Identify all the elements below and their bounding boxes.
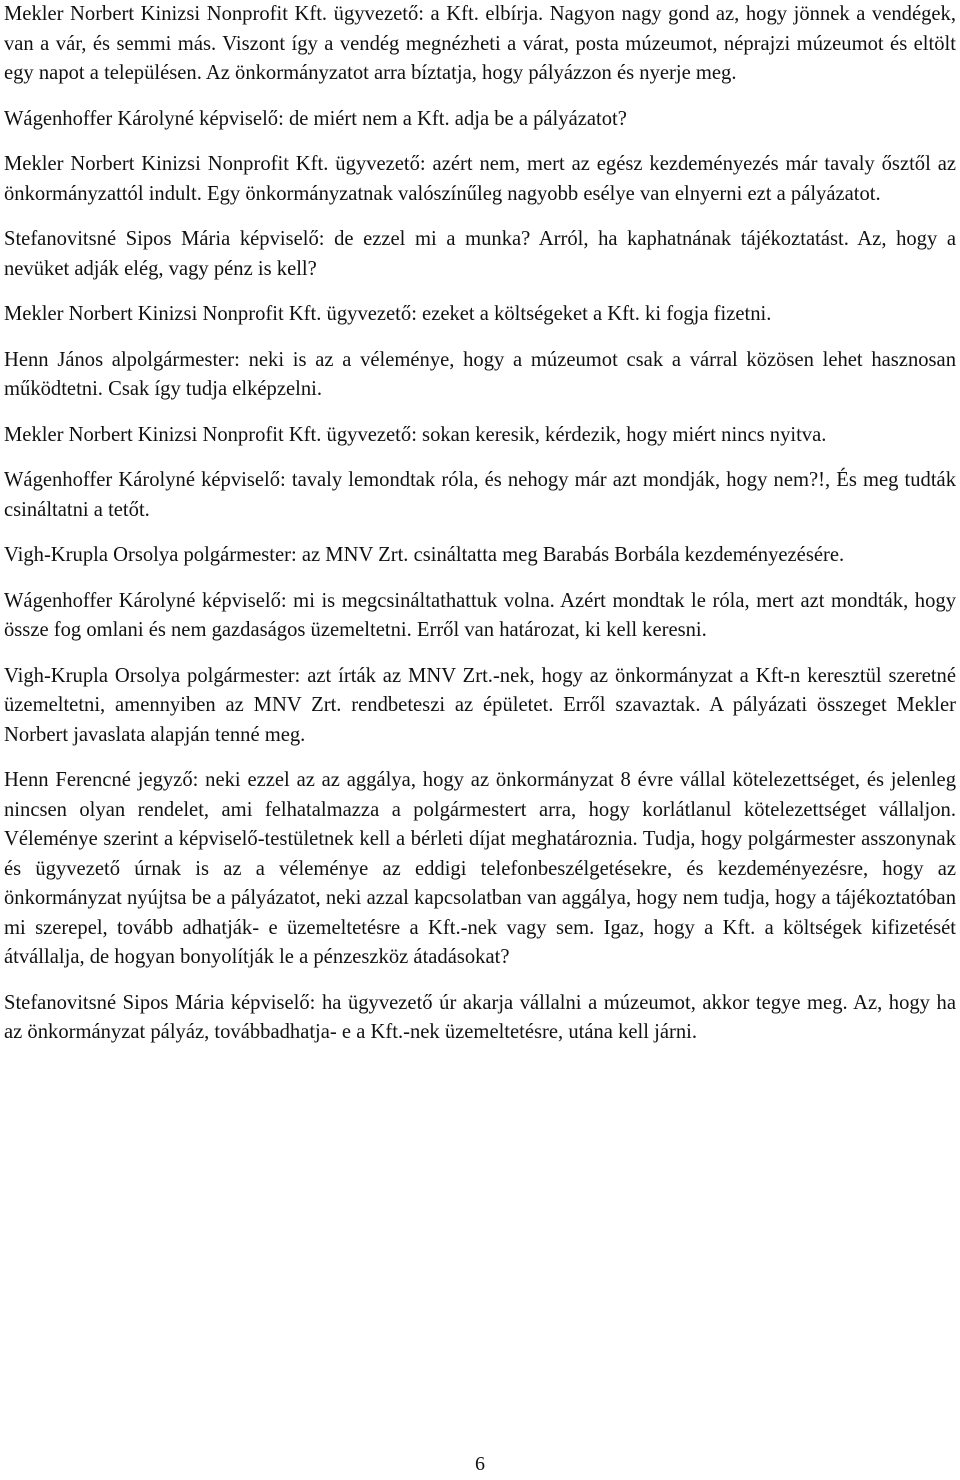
page-number: 6 xyxy=(475,1453,485,1475)
paragraph-4: Stefanovitsné Sipos Mária képviselő: de ezzel mi a munka? Arról, ha kaphatnának tájékoztatást. Az, hogy a nevüket adják elég, vagy pénz is kell? xyxy=(4,228,956,280)
paragraph-8: Wágenhoffer Károlyné képviselő: tavaly lemondtak róla, és nehogy már azt mondják, hogy nem?!, És meg tudták csináltatni a tetőt. xyxy=(4,469,956,521)
paragraph-7: Mekler Norbert Kinizsi Nonprofit Kft. ügyvezető: sokan keresik, kérdezik, hogy miért nincs nyitva. xyxy=(4,423,827,446)
paragraph-5: Mekler Norbert Kinizsi Nonprofit Kft. ügyvezető: ezeket a költségeket a Kft. ki fogja fizetni. xyxy=(4,303,772,325)
paragraph-10: Wágenhoffer Károlyné képviselő: mi is megcsináltathattuk volna. Azért mondtak le róla, mert azt mondták, hogy össze fog omlani és nem gazdaságos üzemeltetni. Erről van határozat, ki kell keresni. xyxy=(4,589,956,641)
paragraph-6: Henn János alpolgármester: neki is az a véleménye, hogy a múzeumot csak a várral közösen lehet hasznosan működtetni. Csak így tudja elképzelni. xyxy=(4,348,956,400)
document-page xyxy=(4,0,956,1064)
paragraph-3: Mekler Norbert Kinizsi Nonprofit Kft. ügyvezető: azért nem, mert az egész kezdeményezés már tavaly ősztől az önkormányzattól indult. Egy önkormányzatnak valószínűleg nagyobb esélye van elnyerni ezt a pályázatot. xyxy=(4,153,956,205)
paragraph-11: Vigh-Krupla Orsolya polgármester: azt írták az MNV Zrt.-nek, hogy az önkormányzat a Kft-n keresztül szeretné üzemeltetni, amennyiben az MNV Zrt. rendbeteszi az épületet. Erről szavaztak. A pályázati összeget Mekler Norbert javaslata alapján tenné meg. xyxy=(4,664,956,746)
paragraph-12: Henn Ferencné jegyző: neki ezzel az az aggálya, hogy az önkormányzat 8 évre vállal kötelezettséget, és jelenleg nincsen olyan rendelet, ami felhatalmazza a polgármestert arra, hogy korlátlanul kötelezettséget vállaljon. Véleménye szerint a képviselő-testületnek kell a bérleti díjat meghatároznia. Tudja, hogy polgármester asszonynak és ügyvezető úrnak is az a véleménye az eddigi telefonbeszélgetésekre, és kezdeményezésre, hogy az önkormányzat nyújtsa be a pályázatot, neki azzal kapcsolatban van aggálya, hogy nem tudja, hogy a tájékoztatóban mi szerepel, tovább adhatják- e üzemeltetésre a Kft.-nek vagy sem. Igaz, hogy a Kft. a költségek kifizetését átvállalja, de hogyan bonyolítják le a pénzeszköz átadásokat? xyxy=(4,769,956,968)
paragraph-9: Vigh-Krupla Orsolya polgármester: az MNV Zrt. csináltatta meg Barabás Borbála kezdeményezésére. xyxy=(4,544,845,566)
paragraph-13: Stefanovitsné Sipos Mária képviselő: ha ügyvezető úr akarja vállalni a múzeumot, akkor tegye meg. Az, hogy ha az önkormányzat pályáz, továbbadhatja- e a Kft.-nek üzemeltetésre, utána kell járni. xyxy=(4,991,956,1043)
paragraph-2: Wágenhoffer Károlyné képviselő: de miért nem a Kft. adja be a pályázatot? xyxy=(4,107,627,130)
paragraph-1: Mekler Norbert Kinizsi Nonprofit Kft. ügyvezető: a Kft. elbírja. Nagyon nagy gond az, hogy jönnek a vendégek, van a vár, és semmi más. Viszont így a vendég megnézheti a várat, posta múzeumot, néprajzi múzeumot és eltölt egy napot a településen. Az önkormányzatot arra bíztatja, hogy pályázzon és nyerje meg. xyxy=(4,3,956,84)
